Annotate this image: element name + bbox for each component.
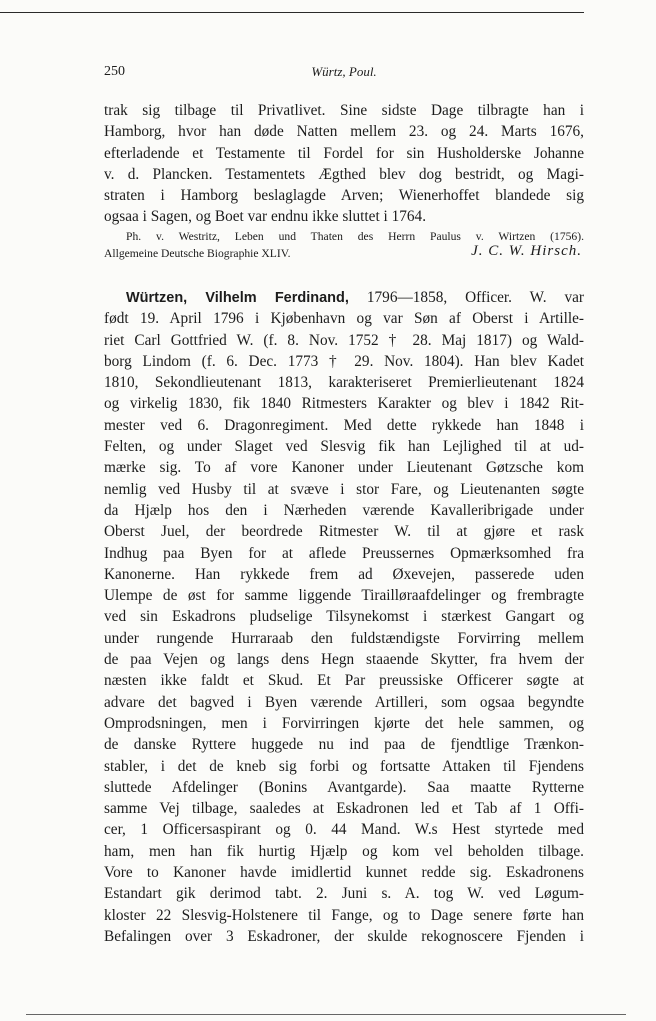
text-line: sluttede Afdelinger (Bonins Avantgarde). Saa maatte Rytterne xyxy=(104,778,584,796)
text-line: cer, 1 Officersaspirant og 0. 44 Mand. W.s Hest styrtede med xyxy=(104,821,584,839)
text-line: Estandart gik derimod tabt. 2. Juni s. A. tog W. ved Løgum- xyxy=(104,885,584,903)
text-line: Omprodsningen, men i Forvirringen kjørte det hele sammen, og xyxy=(104,714,584,732)
text-line: nemlig ved Husby til at svæve i stor Fare, og Lieutenanten søgte xyxy=(104,480,584,498)
text-line: Kanonerne. Han rykkede frem ad Øxevejen, passerede uden xyxy=(104,565,584,583)
text-line: riet Carl Gottfried W. (f. 8. Nov. 1752 † 28. Maj 1817) og Wald- xyxy=(104,331,584,349)
text-line: samme Vej tilbage, saaledes at Eskadronen led et Tab af 1 Offi- xyxy=(104,800,584,818)
text-line: de paa Vejen og langs dens Hegn staaende Skytter, fra hvem der xyxy=(104,651,584,669)
text-line: da Hjælp hos den i Nærheden værende Kavalleribrigade under xyxy=(104,501,584,519)
text-line: trak sig tilbage til Privatlivet. Sine sidste Dage tilbragte han i xyxy=(104,102,584,119)
text-line: og virkelig 1830, fik 1840 Ritmesters Karakter og blev i 1842 Rit- xyxy=(104,395,584,413)
page-header xyxy=(104,64,584,84)
text-line: advare det bagved i Byen værende Artilleri, som ogsaa begyndte xyxy=(104,693,584,711)
sources xyxy=(104,228,584,262)
text-line: mærke sig. To af vore Kanoner under Lieutenant Gøtzsche kom xyxy=(104,459,584,477)
text-line: ved sin Eskadrons pludselige Tilsynekomst i stærkest Gangart og xyxy=(104,608,584,626)
previous-entry-text xyxy=(104,100,584,228)
text-line: kloster 22 Slesvig-Holstenere til Fange, og to Dage senere førte han xyxy=(104,906,584,924)
text-line: Hamborg, hvor han døde Natten mellem 23. og 24. Marts 1676, xyxy=(104,123,584,141)
text-line: næsten ikke faldt et Skud. Et Par preussiske Officerer søgte at xyxy=(104,672,584,690)
text-line: borg Lindom (f. 6. Dec. 1773 † 29. Nov. 1804). Han blev Kadet xyxy=(104,352,584,370)
running-head: Würtz, Poul. xyxy=(311,64,377,79)
source-line: Ph. v. Westritz, Leben und Thaten des Herrn Paulus v. Wirtzen (1756). xyxy=(126,230,584,243)
entry-first-line xyxy=(104,287,584,308)
text-line: stabler, i det de kneb sig forbi og fortsatte Attaken til Fjendens xyxy=(104,757,584,775)
text-line: født 19. April 1796 i Kjøbenhavn og var Søn af Oberst i Artille- xyxy=(104,310,584,328)
text-line: de danske Ryttere huggede nu ind paa de fjendtlige Trænkon- xyxy=(104,736,584,754)
text-line: Oberst Juel, der beordrede Ritmester W. til at gjøre et rask xyxy=(104,523,584,541)
text-line: ogsaa i Sagen, og Boet var endnu ikke sluttet i 1764. xyxy=(104,208,427,226)
entry-heading: Würtzen, Vilhelm Ferdinand, xyxy=(126,290,349,306)
text-line: straten i Hamborg beslaglagde Arven; Wienerhoffet blandede sig xyxy=(104,187,584,205)
text-line: 1810, Sekondlieutenant 1813, karakteriseret Premierlieutenant 1824 xyxy=(104,374,584,392)
text-line: Befalingen over 3 Eskadroner, der skulde rekognoscere Fjenden i xyxy=(104,927,584,945)
text-line: Indhug paa Byen for at aflede Preussernes Opmærksomhed fra xyxy=(104,544,584,562)
text-line: v. d. Plancken. Testamentets Ægthed blev dog bestridt, og Magi- xyxy=(104,165,584,183)
text-line: mester ved 6. Dragonregiment. Med dette rykkede han 1848 i xyxy=(104,416,584,434)
source-author-row xyxy=(104,245,584,262)
source-line: Allgemeine Deutsche Biographie XLIV. xyxy=(104,247,291,260)
page-number: 250 xyxy=(104,64,125,79)
entry-first-line-rest: 1796—1858, Officer. W. var xyxy=(348,289,584,306)
author-signature: J. C. W. Hirsch. xyxy=(471,243,582,259)
text-line: Felten, og under Slaget ved Slesvig fik han Lejlighed til at ud- xyxy=(104,438,584,456)
text-line: Vore to Kanoner havde imidlertid kunnet redde sig. Eskadronens xyxy=(104,864,584,882)
text-line: ham, men han fik hurtig Hjælp og kom vel beholden tilbage. xyxy=(104,842,584,860)
bottom-rule xyxy=(26,1014,626,1015)
entry-text xyxy=(104,287,584,947)
top-rule xyxy=(0,12,584,13)
text-line: under rungende Hurraraab den fuldstændigste Forvirring mellem xyxy=(104,629,584,647)
text-line: Ulempe de øst for samme liggende Tirailløraafdelinger og frembragte xyxy=(104,587,584,605)
text-line: efterladende et Testamente til Fordel for sin Husholderske Johanne xyxy=(104,144,584,162)
